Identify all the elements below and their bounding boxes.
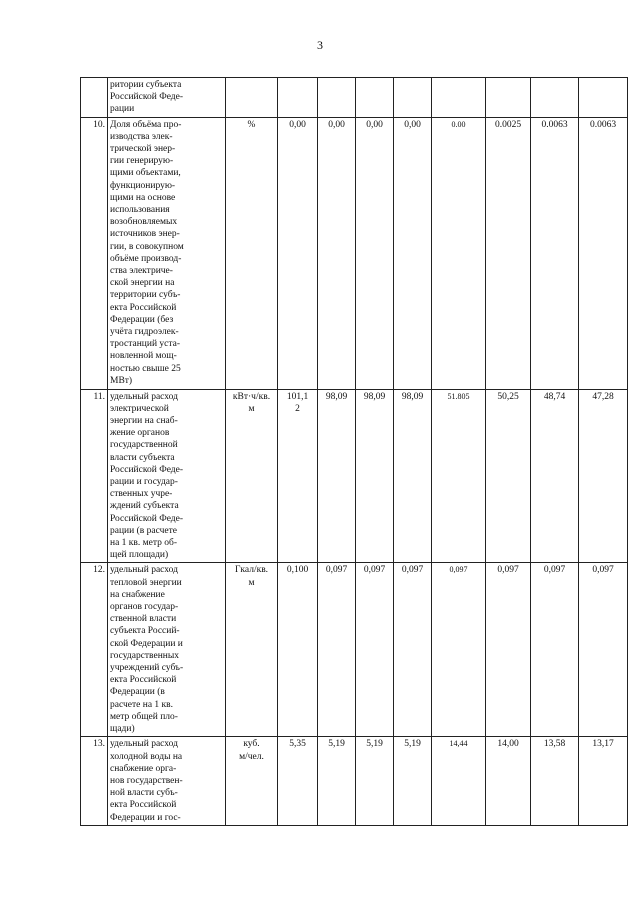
row-number: 10. (81, 117, 108, 389)
value-cell: 0,100 (278, 563, 318, 737)
table-row (81, 117, 628, 389)
value-cell: 0,00 (394, 117, 432, 389)
row-number: 11. (81, 389, 108, 563)
table-row (81, 563, 628, 737)
value-cell: 98,09 (318, 389, 356, 563)
value-cell: 0.0063 (531, 117, 579, 389)
value-cell (394, 78, 432, 118)
table-row (81, 78, 628, 118)
value-cell: 0,097 (432, 563, 486, 737)
value-cell: 0.0025 (486, 117, 531, 389)
value-cell: 5,19 (318, 737, 356, 825)
value-cell (531, 78, 579, 118)
value-cell: 0,00 (318, 117, 356, 389)
indicator-name: удельный расход тепловой энергии на снабжение органов государ- ственной власти субъекта Россий- ской Федерации и государственных учреждений субъ- екта Российской Федерации (в расчете на 1 кв. метр общей пло- щади) (108, 563, 226, 737)
value-cell: 14,44 (432, 737, 486, 825)
row-number (81, 78, 108, 118)
value-cell: 51.805 (432, 389, 486, 563)
indicator-name: Доля объёма про- изводства элек- трической энер- гии генерирую- щими объектами, функционирую- щими на основе использования возобновляемых источников энер- гии, в совокупном объёме производ- ства электриче- ской энергии на территории субъ- екта Российской Федерации (без учёта гидроэлек- тростанций уста- новленной мощ- ностью свыше 25 МВт) (108, 117, 226, 389)
value-cell: 5,19 (394, 737, 432, 825)
row-number: 12. (81, 563, 108, 737)
value-cell (278, 78, 318, 118)
table-row (81, 737, 628, 825)
page-number: 3 (317, 38, 323, 52)
value-cell: 5,35 (278, 737, 318, 825)
value-cell: 0,00 (356, 117, 394, 389)
value-cell (432, 78, 486, 118)
value-cell: 0,097 (394, 563, 432, 737)
value-cell (356, 78, 394, 118)
indicator-name: удельный расход электрической энергии на снаб- жение органов государственной власти субъекта Российской Феде- рации и государ- ственных учре- ждений субъекта Российской Феде- рации (в расчете на 1 кв. метр об- щей площади) (108, 389, 226, 563)
table-row (81, 389, 628, 563)
row-number: 13. (81, 737, 108, 825)
value-cell: 0,097 (356, 563, 394, 737)
value-cell: 13,58 (531, 737, 579, 825)
unit-cell: % (226, 117, 278, 389)
value-cell: 0,00 (278, 117, 318, 389)
unit-cell: кВт·ч/кв. м (226, 389, 278, 563)
value-cell: 50,25 (486, 389, 531, 563)
value-cell: 14,00 (486, 737, 531, 825)
value-cell: 0,097 (579, 563, 628, 737)
value-cell: 0.00 (432, 117, 486, 389)
indicator-name: удельный расход холодной воды на снабжение орга- нов государствен- ной власти субъ- екта Российской Федерации и гос- (108, 737, 226, 825)
value-cell: 0,097 (318, 563, 356, 737)
unit-cell (226, 78, 278, 118)
value-cell: 48,74 (531, 389, 579, 563)
value-cell: 101,1 2 (278, 389, 318, 563)
value-cell (318, 78, 356, 118)
value-cell: 47,28 (579, 389, 628, 563)
value-cell: 0.0063 (579, 117, 628, 389)
unit-cell: куб. м/чел. (226, 737, 278, 825)
unit-cell: Гкал/кв. м (226, 563, 278, 737)
indicator-table (80, 77, 628, 826)
value-cell: 98,09 (394, 389, 432, 563)
value-cell (486, 78, 531, 118)
indicator-name: ритории субъекта Российской Феде- рации (108, 78, 226, 118)
value-cell: 13,17 (579, 737, 628, 825)
value-cell (579, 78, 628, 118)
value-cell: 0,097 (531, 563, 579, 737)
value-cell: 0,097 (486, 563, 531, 737)
value-cell: 98,09 (356, 389, 394, 563)
value-cell: 5,19 (356, 737, 394, 825)
